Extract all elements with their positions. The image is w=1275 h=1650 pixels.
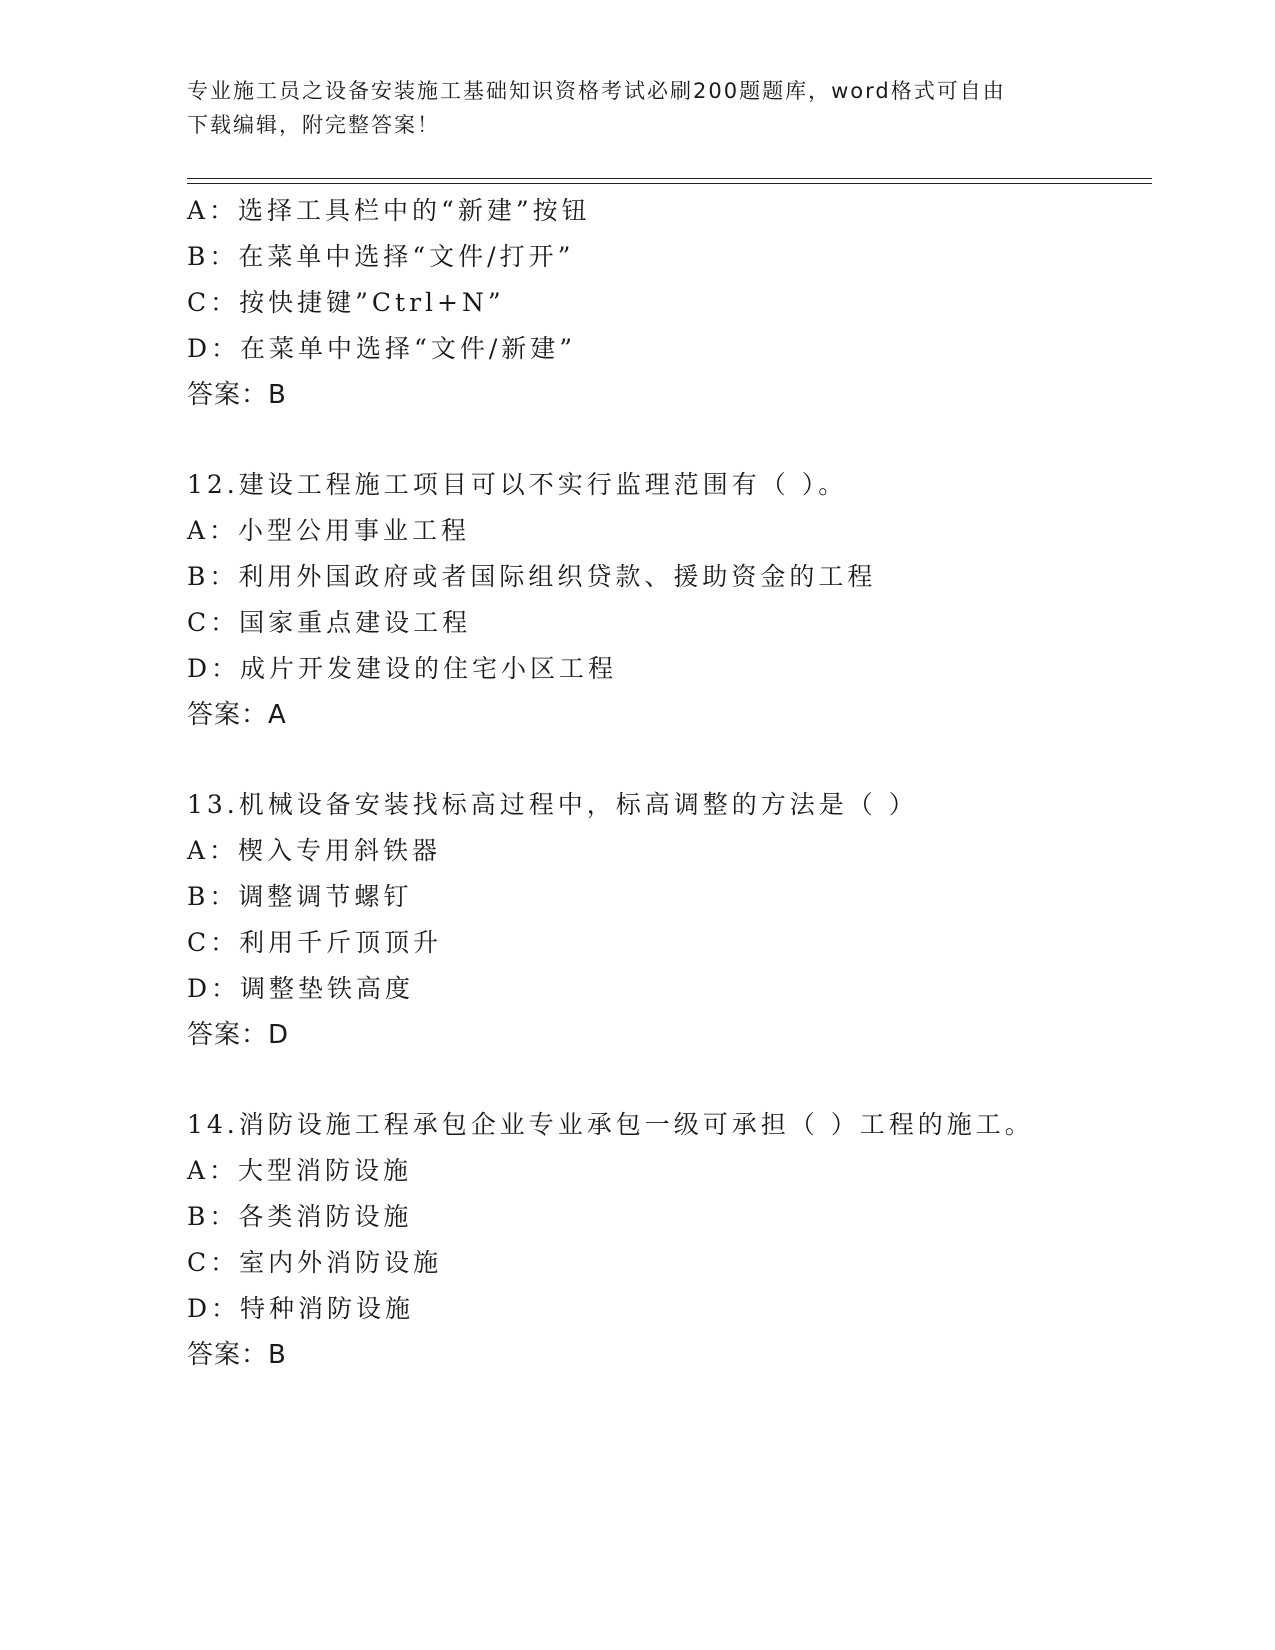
question-stem: 13.机械设备安装找标高过程中，标高调整的方法是（ ） [187, 790, 918, 819]
header-divider-bottom [187, 183, 1152, 184]
question-list [187, 188, 1147, 1378]
option-c: C：国家重点建设工程 [187, 608, 472, 637]
document-header [187, 74, 1067, 142]
option-d: D：在菜单中选择“文件/新建” [187, 334, 577, 363]
question-block [187, 188, 1147, 418]
answer-line: 答案：B [187, 380, 287, 410]
question-block [187, 782, 1147, 1058]
question-stem: 14.消防设施工程承包企业专业承包一级可承担（ ）工程的施工。 [187, 1110, 1034, 1139]
option-d: D：特种消防设施 [187, 1294, 415, 1323]
answer-line: 答案：D [187, 1020, 290, 1050]
question-spacer [187, 418, 1147, 462]
option-c: C：按快捷键”Ctrl+N” [187, 288, 505, 317]
option-b: B：在菜单中选择“文件/打开” [187, 242, 575, 271]
option-d: D：调整垫铁高度 [187, 974, 415, 1003]
question-block [187, 462, 1147, 738]
option-a: A：选择工具栏中的“新建”按钮 [187, 196, 591, 225]
option-c: C：室内外消防设施 [187, 1248, 443, 1277]
option-b: B：调整调节螺钉 [187, 882, 413, 911]
option-a: A：楔入专用斜铁器 [187, 836, 442, 865]
option-d: D：成片开发建设的住宅小区工程 [187, 654, 618, 683]
option-b: B：各类消防设施 [187, 1202, 413, 1231]
header-divider-top [187, 178, 1152, 179]
question-stem: 12.建设工程施工项目可以不实行监理范围有（ ）。 [187, 470, 848, 499]
answer-line: 答案：A [187, 700, 287, 730]
question-block [187, 1102, 1147, 1378]
header-line-1: 专业施工员之设备安装施工基础知识资格考试必刷200题题库，word格式可自由 [187, 79, 1006, 103]
question-spacer [187, 738, 1147, 782]
option-a: A：小型公用事业工程 [187, 516, 471, 545]
answer-line: 答案：B [187, 1340, 287, 1370]
question-spacer [187, 1058, 1147, 1102]
option-b: B：利用外国政府或者国际组织贷款、援助资金的工程 [187, 562, 877, 591]
option-a: A：大型消防设施 [187, 1156, 413, 1185]
header-line-2: 下载编辑，附完整答案！ [187, 113, 440, 137]
option-c: C：利用千斤顶顶升 [187, 928, 443, 957]
